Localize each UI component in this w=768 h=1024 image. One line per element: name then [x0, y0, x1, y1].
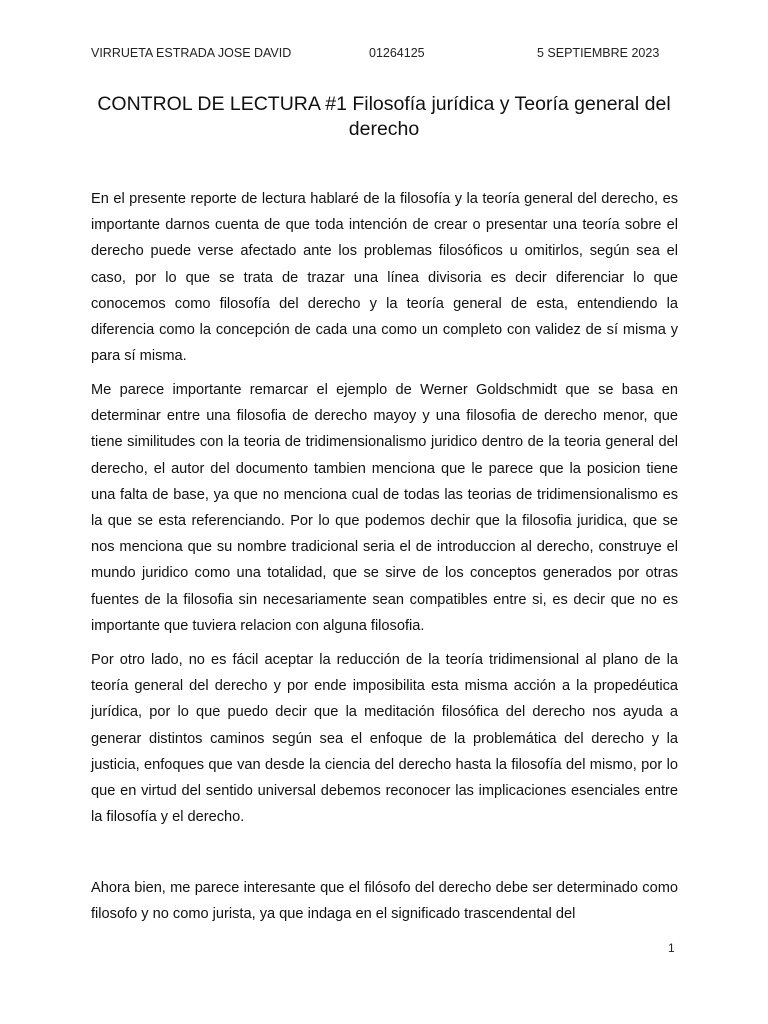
header-student-id: 01264125	[369, 46, 425, 60]
paragraph-3: Por otro lado, no es fácil aceptar la reducción de la teoría tridimensional al plano de la teoría general del derecho y por ende imposibilita esta misma acción a la propedéutica jurídica, por lo que puedo decir que la meditación filosófica del derecho nos ayuda a generar distintos caminos según sea el enfoque de la problemática del derecho y la justicia, enfoques que van desde la ciencia del derecho hasta la filosofía del mismo, por lo que en virtud del sentido universal debemos reconocer las implicaciones esenciales entre la filosofía y el derecho.	[91, 652, 678, 826]
document-title: CONTROL DE LECTURA #1 Filosofía jurídica y Teoría general del derecho	[97, 93, 671, 140]
page-number: 1	[668, 941, 675, 955]
paragraph-1: En el presente reporte de lectura hablaré de la filosofía y la teoría general del derecho, es importante darnos cuenta de que toda intención de crear o presentar una teoría sobre el derecho puede verse afectado ante los problemas filosóficos u omitirlos, según sea el caso, por lo que se trata de trazar una línea divisoria es decir diferenciar lo que conocemos como filosofía del derecho y la teoría general de esta, entendiendo la diferencia como la concepción de cada una como un completo con validez de sí misma y para sí misma.	[91, 191, 678, 365]
header-date: 5 SEPTIEMBRE 2023	[537, 46, 660, 60]
paragraph-2: Me parece importante remarcar el ejemplo de Werner Goldschmidt que se basa en determinar entre una filosofia de derecho mayoy y una filosofia de derecho menor, que tiene similitudes con la teoria de tridimensionalismo juridico dentro de la teoria general del derecho, el autor del documento tambien menciona que le parece que la posicion tiene una falta de base, ya que no menciona cual de todas las teorias de tridimensionalismo es la que se esta referenciando. Por lo que podemos dechir que la filosofia juridica, que se nos menciona que su nombre tradicional seria el de introduccion al derecho, construye el mundo juridico como una totalidad, que se sirve de los conceptos generados por otras fuentes de la filosofia sin necesariamente sean compatibles entre si, es decir que no es importante que tuviera relacion con alguna filosofia.	[91, 382, 678, 634]
header-author: VIRRUETA ESTRADA JOSE DAVID	[91, 46, 292, 60]
paragraph-4: Ahora bien, me parece interesante que el filósofo del derecho debe ser determinado como filosofo y no como jurista, ya que indaga en el significado trascendental del	[91, 880, 678, 923]
